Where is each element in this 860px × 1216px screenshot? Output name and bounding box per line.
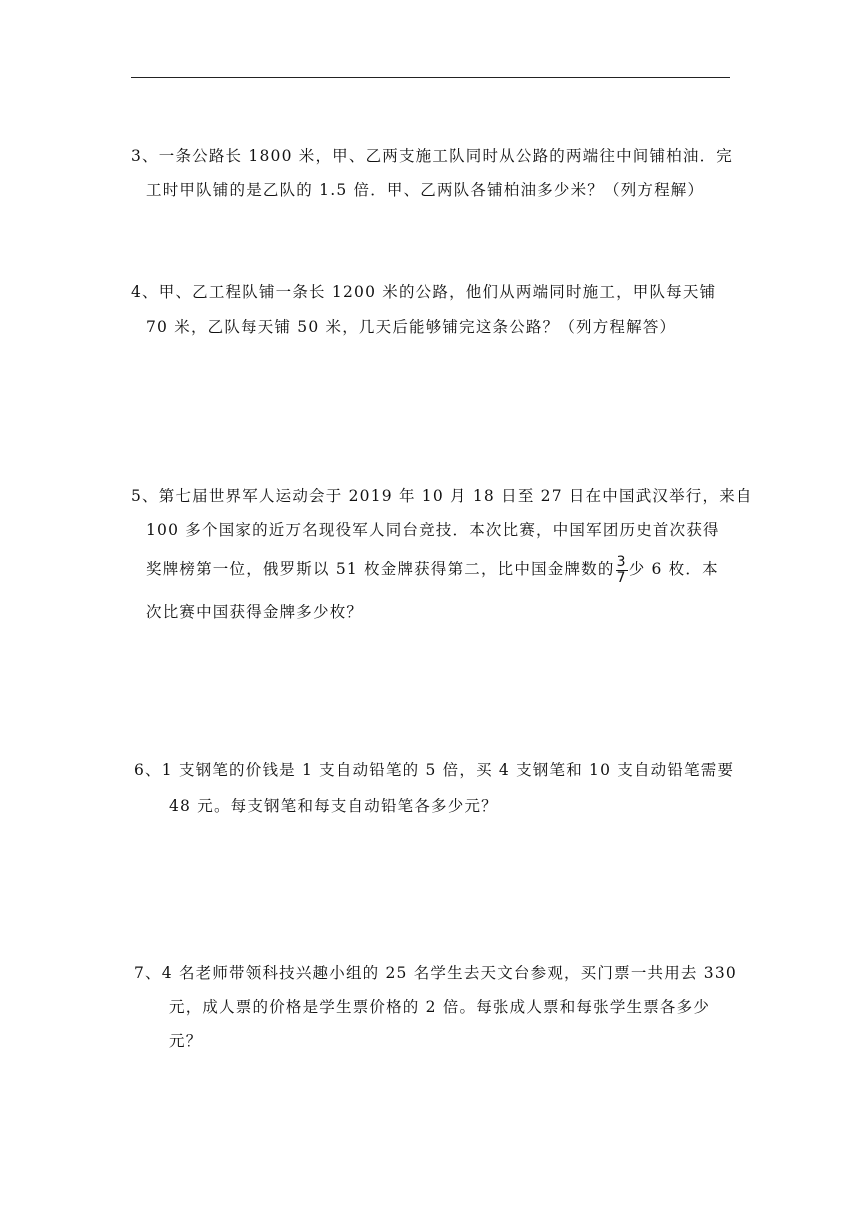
problem-6-line-1: 6、1 支钢笔的价钱是 1 支自动铅笔的 5 倍，买 4 支钢笔和 10 支自动铅笔需要 (134, 761, 735, 779)
fraction-numerator: 3 (616, 553, 627, 570)
problem-5-line-1: 5、第七届世界军人运动会于 2019 年 10 月 18 日至 27 日在中国武汉举行，来自 (131, 487, 753, 505)
problem-7-line-2: 元，成人票的价格是学生票价格的 2 倍。每张成人票和每张学生票各多少 (169, 998, 711, 1016)
problem-4-line-1: 4、甲、乙工程队铺一条长 1200 米的公路，他们从两端同时施工，甲队每天铺 (131, 283, 717, 301)
problem-3-line-2: 工时甲队铺的是乙队的 1.5 倍．甲、乙两队各铺柏油多少米？（列方程解） (146, 181, 705, 199)
header-rule (131, 77, 730, 78)
problem-6-line-2: 48 元。每支钢笔和每支自动铅笔各多少元？ (169, 797, 498, 815)
problem-5-line-3-tail: 少 6 枚．本 (628, 560, 719, 578)
problem-5-line-4: 次比赛中国获得金牌多少枚？ (146, 603, 364, 621)
problem-7-line-3: 元？ (169, 1032, 203, 1050)
problem-5-line-3-text: 奖牌榜第一位，俄罗斯以 51 枚金牌获得第二，比中国金牌数的 (146, 560, 615, 578)
problem-5-line-3 (146, 552, 719, 586)
problem-5-line-2: 100 多个国家的近万名现役军人同台竞技．本次比赛，中国军团历史首次获得 (146, 521, 720, 539)
fraction-denominator: 7 (616, 569, 627, 586)
problem-7-line-1: 7、4 名老师带领科技兴趣小组的 25 名学生去天文台参观，买门票一共用去 330 (134, 964, 737, 982)
problem-4-line-2: 70 米，乙队每天铺 50 米，几天后能够铺完这条公路？（列方程解答） (146, 318, 677, 336)
problem-3-line-1: 3、一条公路长 1800 米，甲、乙两支施工队同时从公路的两端往中间铺柏油．完 (131, 147, 733, 165)
fraction-three-sevenths (616, 555, 628, 586)
